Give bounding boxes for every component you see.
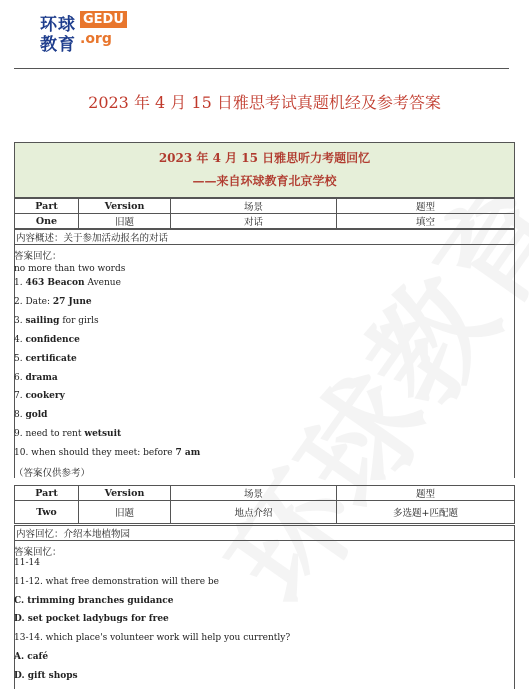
banner-title: 2023 年 4 月 15 日雅思听力考题回忆	[158, 151, 371, 165]
list-item: D. gift shops	[14, 671, 78, 681]
list-item: 5. certificate	[14, 354, 77, 364]
page-title: 2023 年 4 月 15 日雅思考试真题机经及参考答案	[88, 93, 441, 112]
cell-version: 旧题	[79, 214, 171, 229]
cell-type: 填空	[337, 214, 515, 229]
part1-summary: 内容概述：关于参加活动报名的对话	[14, 229, 515, 245]
list-item: 11-14	[14, 558, 40, 568]
header-part: Part	[15, 199, 79, 214]
logo-org: .org	[80, 31, 112, 47]
logo-gedu: GEDU	[80, 11, 127, 28]
header-version: Version	[79, 199, 171, 214]
logo-text-line2: 教育	[40, 35, 76, 55]
list-item: C. trimming branches guidance	[14, 596, 174, 606]
list-item: 7. cookery	[14, 391, 65, 401]
list-item: 9. need to rent wetsuit	[14, 429, 122, 439]
table-header-row	[15, 199, 515, 214]
part1-table	[14, 198, 515, 229]
list-item: 3. sailing for girls	[14, 316, 99, 326]
part2-answers-label: 答案回忆：	[14, 547, 62, 558]
list-item: A. café	[14, 652, 49, 662]
list-item: 13-14. which place's volunteer work will help you currently?	[14, 633, 291, 643]
list-item: 8. gold	[14, 410, 48, 420]
cell-part: Two	[15, 501, 79, 524]
header-type: 题型	[337, 486, 515, 501]
banner-subtitle: ——来自环球教育北京学校	[192, 174, 337, 188]
header-scene: 场景	[171, 486, 337, 501]
title-banner	[14, 142, 515, 198]
logo-text-line1: 环球	[40, 15, 76, 35]
header-scene: 场景	[171, 199, 337, 214]
list-item: D. set pocket ladybugs for free	[14, 614, 169, 624]
list-item: no more than two words	[14, 264, 126, 274]
cell-part: One	[15, 214, 79, 229]
gedu-logo	[40, 10, 140, 55]
part2-table	[14, 485, 515, 524]
list-item: 1. 463 Beacon Avenue	[14, 278, 121, 288]
part1-answers-label: 答案回忆：	[14, 251, 62, 262]
header-part: Part	[15, 486, 79, 501]
answer-disclaimer: （答案仅供参考）	[14, 468, 91, 479]
list-item: 10. when should they meet: before 7 am	[14, 448, 201, 458]
list-item: 4. confidence	[14, 335, 80, 345]
cell-scene: 对话	[171, 214, 337, 229]
table-row	[15, 501, 515, 524]
cell-type: 多选题+匹配题	[337, 501, 515, 524]
header-rule	[14, 68, 509, 69]
header-version: Version	[79, 486, 171, 501]
list-item: 2. Date: 27 June	[14, 297, 92, 307]
table-header-row	[15, 486, 515, 501]
table-row	[15, 214, 515, 229]
header-type: 题型	[337, 199, 515, 214]
part2-summary: 内容回忆：介绍本地植物园	[14, 525, 515, 541]
cell-scene: 地点介绍	[171, 501, 337, 524]
list-item: 6. drama	[14, 373, 58, 383]
list-item: 11-12. what free demonstration will there be	[14, 577, 219, 587]
cell-version: 旧题	[79, 501, 171, 524]
